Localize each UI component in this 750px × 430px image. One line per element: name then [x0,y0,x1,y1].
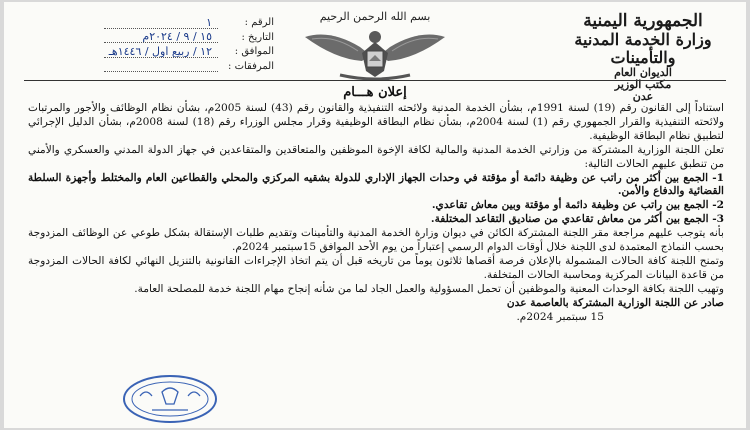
announcement-intro-paragraph: تعلن اللجنة الوزارية المشتركة من وزارتي الخدمة المدنية والمالية لكافة الإخوة الموظفين والمتعاقدين والمتقاعدين في جهاز الدولة المدني والعسكري والأمني من تنطبق عليهم الحالات التالية: [28,143,724,170]
meta-attachments-label: المرفقات : [228,60,274,72]
meta-number-row [104,16,274,29]
meta-hijri-row [104,45,274,58]
deadline-paragraph: وتمنح اللجنة كافة الحالات المشمولة بالإعلان فرصة أقصاها ثلاثون يوماً من تاريخه قبل أن يتم اتخاذ الإجراءات القانونية بالتنزيل النهائي لكافة الحالات المزدوجة من قاعدة البيانات المركزية ومحاسبة الحالات المتخلفة. [28,254,724,281]
instructions-paragraph: بأنه يتوجب عليهم مراجعة مقر اللجنة المشتركة الكائن في ديوان وزارة الخدمة المدنية والتأمينات وتقديم طلبات الإستقالة بشكل طوعي عن الوظائف المزدوجة بحسب النماذج المعتمدة لدى اللجنة خلال أوقات الدوام الرسمي إعتباراً من يوم الأحد الموافق 15سبتمبر 2024م. [28,227,724,254]
header-office: الديوان العام [614,66,672,79]
reference-block [104,16,274,74]
case-3: 3- الجمع بين أكثر من معاش تقاعدي من صناديق التقاعد المختلفة. [430,213,724,226]
meta-date-value: ١٥ / ٩ / ٢٠٢٤م [104,31,218,43]
meta-attachments-row [104,60,274,73]
case-2: 2- الجمع بين راتب عن وظيفة دائمة أو مؤقتة وبين معاش تقاعدي. [431,199,724,212]
announcement-body [28,102,724,325]
meta-date-label: التاريخ : [241,31,274,43]
header-minister-office: مكتب الوزير [614,78,672,91]
emblem-block [300,10,450,85]
official-stamp-icon [122,374,218,424]
issue-date-line: 15 سبتمبر 2024م. [516,310,604,323]
header-city: عدن [632,90,654,103]
meta-date-row [104,31,274,44]
announcement-title: إعلان هـــام [343,85,407,100]
document-page [4,2,746,428]
meta-number-value: ١ [104,17,218,29]
header-country: الجمهورية اليمنية [583,11,703,31]
eagle-emblem-icon [300,25,450,81]
issuer-line: صادر عن اللجنة الوزارية المشتركة بالعاصمة عدن [506,296,724,309]
case-1: 1- الجمع بين أكثر من راتب عن وظيفة دائمة أو مؤقتة في وحدات الجهاز الإداري للدولة بشقيه المركزي والمحلي والقطاعين العام والمختلط وأجهزة السلطة القضائية والدفاع والأمن. [28,171,724,198]
appeal-paragraph: وتهيب اللجنة بكافة الوحدات المعنية والموظفين أن تحمل المسؤولية والعمل الجاد لما من شأنه إنجاح مهام اللجنة خدمة للمصلحة العامة. [134,282,724,295]
header-ministry: وزارة الخدمة المدنية والتأمينات [574,30,712,67]
meta-hijri-value: ١٢ / ربيع أول / ١٤٤٦هـ [104,46,218,58]
header-divider [24,80,726,81]
meta-number-label: الرقم : [244,17,274,28]
meta-attachments-value [104,60,218,72]
basmala: بسم الله الرحمن الرحيم [319,10,431,23]
legal-basis-paragraph: استناداً إلى القانون رقم (19) لسنة 1991م، بشأن الخدمة المدنية ولائحته التنفيذية والقانون رقم (43) لسنة 2005م، بشأن نظام الوظائف والأجور والمرتبات ولائحته التنفيذية والقرار الجمهوري رقم (1) لسنة 2004م، بشأن نظام البطاقة الوظيفية وقرار مجلس الوزراء رقم (18) لسنة 2008م، بشأن الدليل الإجرائي لتطبيق نظام البطاقة الوظيفية. [28,102,724,142]
meta-hijri-label: الموافق : [234,46,274,57]
